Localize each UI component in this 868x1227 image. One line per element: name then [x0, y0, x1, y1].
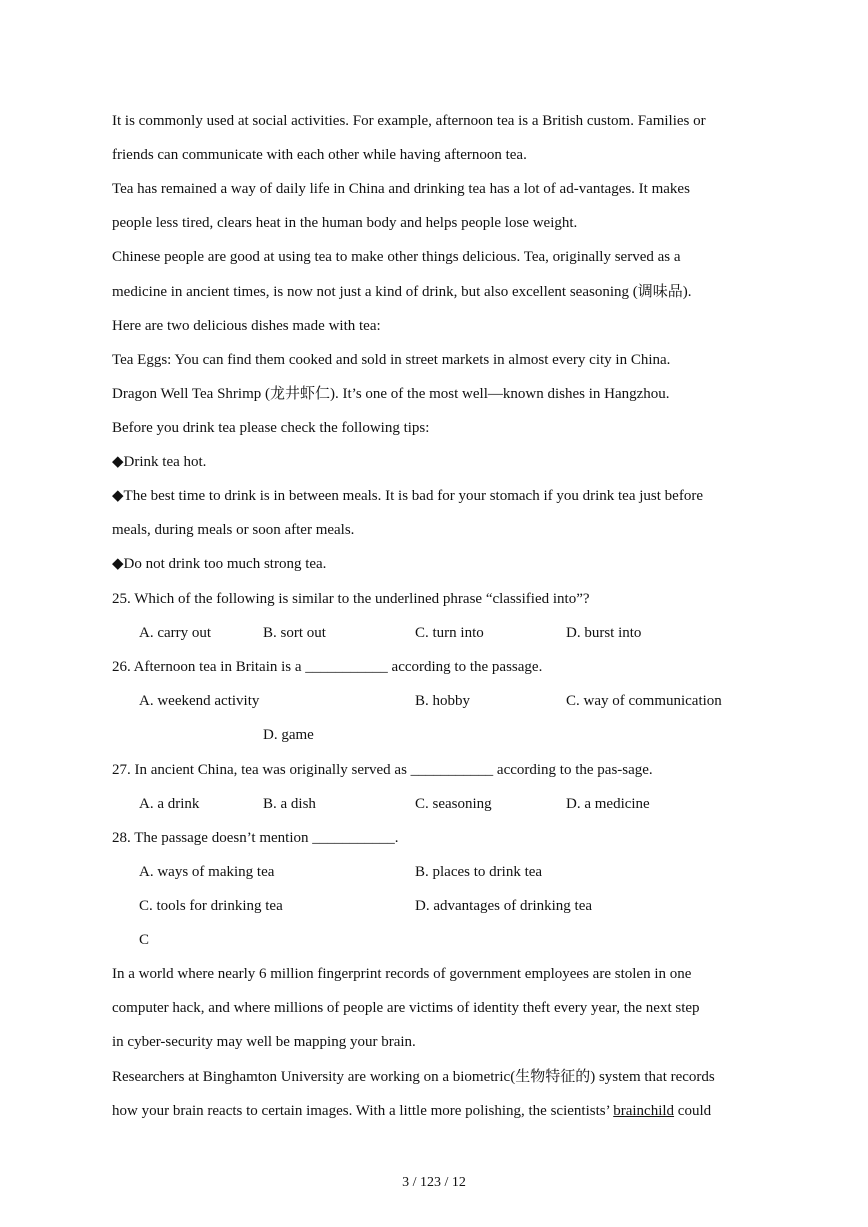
question-25-option-a: A. carry out [139, 625, 212, 641]
passage-c-line-1: In a world where nearly 6 million fingerprint records of government employees are stolen in one [112, 966, 692, 982]
page-number: 3 / 123 / 12 [402, 1175, 466, 1190]
question-26-option-c: C. way of communication [566, 693, 722, 709]
question-25-option-c: C. turn into [415, 625, 484, 641]
question-25-stem: 25. Which of the following is similar to the underlined phrase “classified into”? [112, 591, 590, 607]
underlined-word-brainchild: brainchild [613, 1103, 675, 1119]
passage-b-line-5: Chinese people are good at using tea to make other things delicious. Tea, originally served as a [112, 249, 681, 265]
question-26-option-b: B. hobby [415, 693, 471, 709]
passage-b-line-7: Here are two delicious dishes made with tea: [112, 318, 381, 334]
question-28-option-c: C. tools for drinking tea [139, 898, 283, 914]
tip-best-time-cont: meals, during meals or soon after meals. [112, 522, 355, 538]
question-28-option-a: A. ways of making tea [139, 864, 275, 880]
passage-b-line-1: It is commonly used at social activities. For example, afternoon tea is a British custom. Families or [112, 113, 706, 129]
question-26-option-a: A. weekend activity [139, 693, 260, 709]
passage-b-line-3: Tea has remained a way of daily life in China and drinking tea has a lot of ad-vantages. It makes [112, 181, 690, 197]
question-27-option-d: D. a medicine [566, 796, 650, 812]
tip-drink-hot: ◆Drink tea hot. [112, 454, 207, 470]
question-28-option-d: D. advantages of drinking tea [415, 898, 593, 914]
question-25-option-b: B. sort out [263, 625, 326, 641]
passage-b-line-8: Tea Eggs: You can find them cooked and sold in street markets in almost every city in China. [112, 352, 671, 368]
passage-c-line-5-prefix: how your brain reacts to certain images. With a little more polishing, the scientists’ [112, 1103, 614, 1119]
passage-c-line-3: in cyber-security may well be mapping your brain. [112, 1034, 416, 1050]
question-28-option-b: B. places to drink tea [415, 864, 543, 880]
passage-b-line-2: friends can communicate with each other while having afternoon tea. [112, 147, 527, 163]
passage-c-line-4: Researchers at Binghamton University are working on a biometric(生物特征的) system that records [112, 1069, 715, 1085]
passage-b-line-10: Before you drink tea please check the following tips: [112, 420, 430, 436]
passage-b-line-9: Dragon Well Tea Shrimp (龙井虾仁). It’s one of the most well—known dishes in Hangzhou. [112, 386, 670, 402]
passage-b-line-4: people less tired, clears heat in the human body and helps people lose weight. [112, 215, 578, 231]
question-27-option-c: C. seasoning [415, 796, 492, 812]
question-27-option-a: A. a drink [139, 796, 200, 812]
passage-c-label: C [139, 932, 150, 948]
tip-strong-tea: ◆Do not drink too much strong tea. [112, 556, 327, 572]
question-27-stem: 27. In ancient China, tea was originally served as ___________ according to the pas-sage. [112, 762, 653, 778]
question-28-stem: 28. The passage doesn’t mention ___________. [112, 830, 399, 846]
question-25-option-d: D. burst into [566, 625, 642, 641]
question-26-option-d: D. game [263, 727, 314, 743]
passage-b-line-6: medicine in ancient times, is now not just a kind of drink, but also excellent seasoning (调味品). [112, 284, 692, 300]
passage-c-line-2: computer hack, and where millions of people are victims of identity theft every year, the next step [112, 1000, 700, 1016]
passage-c-line-5-suffix: could [674, 1103, 712, 1119]
passage-c-line-5 [112, 1101, 711, 1121]
tip-best-time: ◆The best time to drink is in between meals. It is bad for your stomach if you drink tea just before [112, 488, 703, 504]
question-26-stem: 26. Afternoon tea in Britain is a ___________ according to the passage. [112, 659, 543, 675]
question-27-option-b: B. a dish [263, 796, 316, 812]
